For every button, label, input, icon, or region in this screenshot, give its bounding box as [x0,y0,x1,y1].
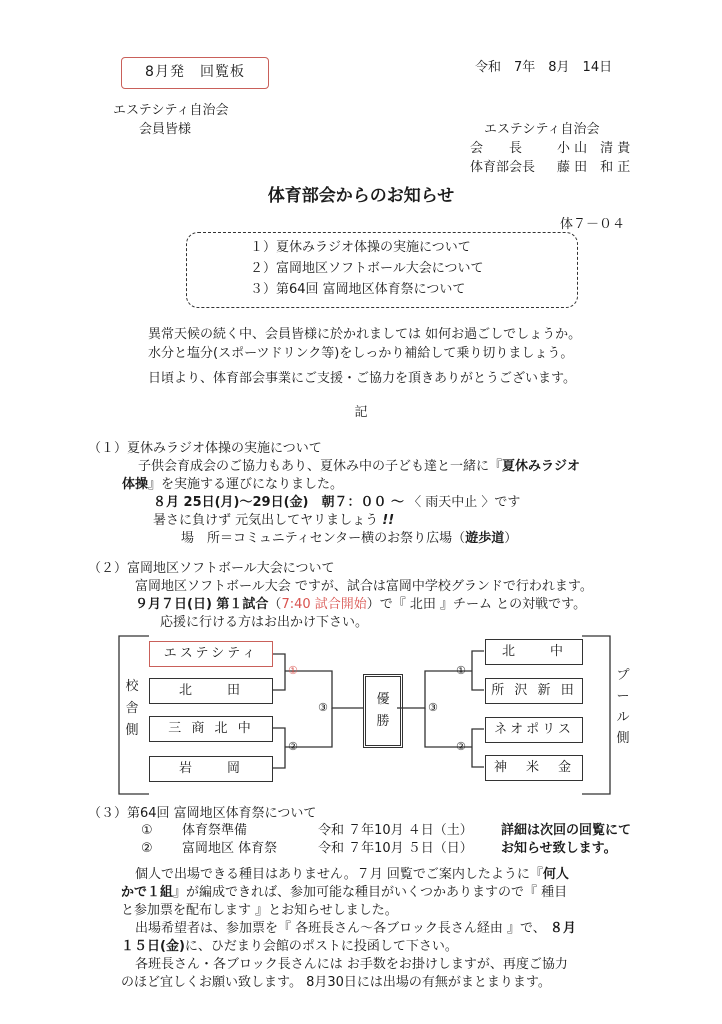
game-date: ９月７日(日) 第１試合 [135,597,269,612]
toc-item: ２）富岡地区ソフトボール大会について [250,261,484,276]
text: 場 所＝コミュニティセンター横のお祭り広場（ [181,531,466,546]
match-number: ③ [318,701,328,714]
greeting-line: 異常天候の続く中、会員皆様に於かれましては 如何お過ごしでしょうか。 [148,327,582,342]
section3-para [121,885,567,901]
match-number: ① [456,664,466,677]
emphasis: かで１組 [121,885,174,900]
section3-para [121,939,458,955]
match-number: ② [288,740,298,753]
sender1-name: 小 山 清 貴 [557,141,631,156]
sender2-role: 体育部会長 [470,160,536,175]
section2-line3: 応援に行ける方はお出かけ下さい。 [160,615,369,630]
text: ） [504,531,518,546]
bracket-team: ネオポリス [485,717,583,743]
text: 個人で出場できる種目はありません。７月 回覧でご案内したように『 [135,867,543,882]
event-date: 令和 ７年10月 ４日（土） [318,823,473,838]
bracket-team: 北 田 [149,678,273,704]
bracket-team: 所 沢 新 田 [485,678,583,704]
match-number: ② [456,740,466,753]
emphasis: 遊歩道 [465,531,505,546]
section3-heading: （３）第64回 富岡地区体育祭について [88,806,317,821]
section2-heading: （２）富岡地区ソフトボール大会について [88,561,335,576]
text: 』が編成できれば、参加可能な種目がいくつかありますので『 種目 [173,885,568,900]
match-number: ① [288,664,298,677]
sender1-role: 会 長 [470,141,523,156]
schedule-date: ８月 25日(月)～29日(金) 朝７：００ ～ [153,495,404,510]
text: （ [268,597,282,612]
text: 暑さに負けず 元気出してヤリましょう [153,513,379,528]
section3-para: のほど宜しくお願い致します。 8月30日には出場の有無がまとまります。 [121,975,551,990]
event-number: ① [141,823,153,838]
bracket-team: 神 米 金 [485,755,583,781]
event-note: お知らせ致します。 [501,841,617,856]
circular-label: 8月発 回覧板 [121,57,269,89]
text: ）で『 北田 』チーム との対戦です。 [366,597,587,612]
winner-box [363,674,403,748]
event-name: 富岡地区 体育祭 [182,841,278,856]
sender-org: エステシティ自治会 [484,122,600,137]
winner-label: 優勝 [376,692,390,729]
toc-item: ３）第64回 富岡地区体育祭について [250,282,466,297]
section2-line1: 富岡地区ソフトボール大会 ですが、試合は富岡中学校グランドで行われます。 [135,579,593,594]
greeting-line: 水分と塩分(スポーツドリンク等)をしっかり補給して乗り切りましょう。 [148,346,574,361]
section3-para: と参加票を配布します 』とお知らせしました。 [121,903,398,918]
event-name: 体育祭準備 [182,823,248,838]
event-number: ② [141,841,153,856]
schedule-note: 〈 雨天中止 〉です [408,495,521,510]
emphasis: 何人 [542,867,569,882]
emphasis: １５日(金) [121,939,185,954]
event-note: 詳細は次回の回覧にて [501,823,632,838]
sender2-name: 藤 田 和 正 [557,160,631,175]
toc-item: １）夏休みラジオ体操の実施について [250,240,471,255]
section3-para [135,867,569,883]
side-label-left: 校舎側 [125,679,139,738]
document-title: 体育部会からのお知らせ [267,186,455,206]
recipient: 会員皆様 [139,122,192,137]
game-time: 7:40 試合開始 [281,597,367,612]
bracket-team: 北 中 [485,639,583,665]
side-label-right: プール側 [616,668,630,746]
emphasis: ８月 [549,921,576,936]
section3-para: 各班長さん・各ブロック長さんには お手数をお掛けしますが、再度ご協力 [135,957,568,972]
bracket-team: エステシティ [149,641,273,667]
recipient-org: エステシティ自治会 [113,103,229,118]
ki-mark: 記 [354,405,368,420]
emphasis: !! [382,513,395,528]
section1-heading: （１）夏休みラジオ体操の実施について [88,441,322,456]
emphasis: 夏休みラジオ [502,459,581,474]
emphasis: 体操 [122,477,149,492]
text: 子供会育成会のご協力もあり、夏休み中の子ども達と一緒に『 [138,459,503,474]
event-date: 令和 ７年10月 ５日（日） [318,841,473,856]
text: 』を実施する運びになりました。 [148,477,344,492]
text: 出場希望者は、参加票を『 各班長さん～各ブロック長さん経由 』で、 [135,921,546,936]
bracket-team: 三 商 北 中 [149,716,273,742]
match-number: ③ [428,701,438,714]
greeting-line: 日頃より、体育部会事業にご支援・ご協力を頂きありがとうございます。 [148,371,576,386]
issue-date: 令和 7年 8月 14日 [475,60,613,75]
text: に、ひだまり会館のポストに投函して下さい。 [184,939,458,954]
section3-para [135,921,576,937]
bracket-team: 岩 岡 [149,756,273,782]
document-number: 体７－０４ [560,217,626,232]
